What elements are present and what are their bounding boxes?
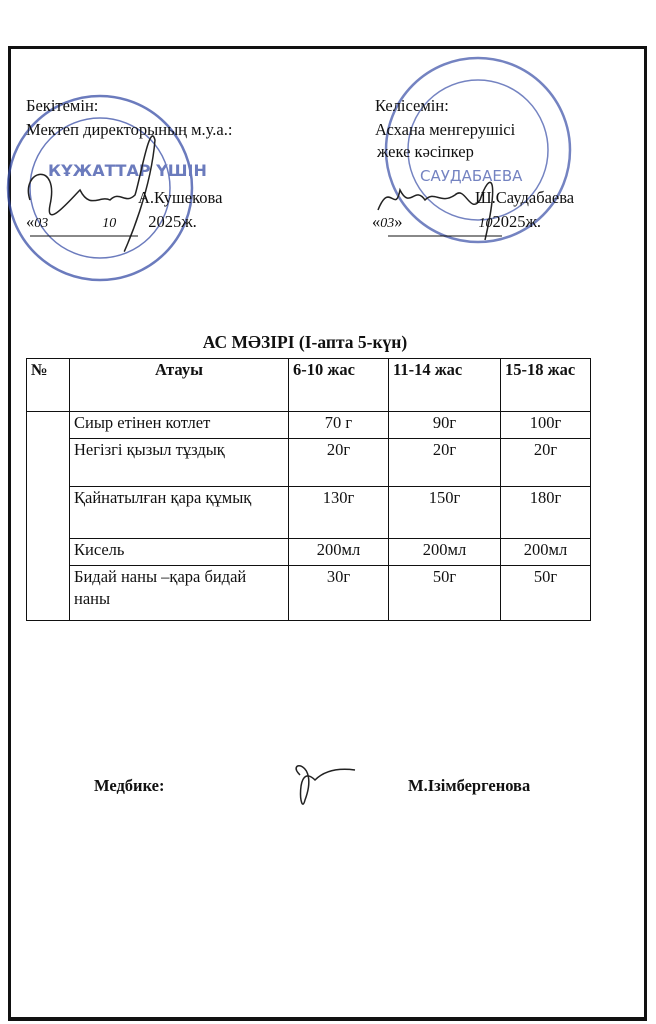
quote-open: «	[26, 212, 35, 231]
date-day: 03	[34, 216, 49, 231]
col-11-14: 11-14 жас	[389, 359, 501, 412]
col-15-18: 15-18 жас	[501, 359, 591, 412]
approve-heading: Бекітемін:	[26, 96, 99, 115]
table-row	[27, 539, 591, 566]
school-stamp-text: КҰЖАТТАР ҮШІН	[48, 161, 207, 180]
date-year: 2025ж.	[492, 212, 542, 231]
dish-name: Бидай наны –қара бидай наны	[70, 566, 289, 621]
portion-15-18: 20г	[501, 439, 591, 487]
quote-close: »	[394, 212, 403, 231]
approve-date	[26, 212, 197, 234]
portion-15-18: 180г	[501, 487, 591, 539]
table-row	[27, 439, 591, 487]
menu-title: АС МӘЗІРІ (І-апта 5-күн)	[202, 332, 408, 352]
portion-15-18: 200мл	[501, 539, 591, 566]
portion-11-14: 200мл	[389, 539, 501, 566]
nurse-name: М.Ізімбергенова	[408, 776, 531, 795]
nurse-label: Медбике:	[94, 776, 165, 795]
date-month: 10	[478, 216, 493, 231]
portion-6-10: 200мл	[289, 539, 389, 566]
date-month: 10	[102, 216, 117, 231]
agree-heading: Келісемін:	[375, 96, 449, 115]
table-header	[27, 359, 591, 412]
portion-11-14: 20г	[389, 439, 501, 487]
approve-name: А.Кушекова	[138, 188, 223, 207]
dish-name: Сиыр етінен котлет	[70, 412, 289, 439]
agree-position-2: жеке кәсіпкер	[377, 142, 474, 161]
number-cell	[27, 412, 70, 621]
portion-11-14: 90г	[389, 412, 501, 439]
table-row	[27, 566, 591, 621]
col-number: №	[27, 359, 70, 412]
col-6-10: 6-10 жас	[289, 359, 389, 412]
date-day: 03	[380, 216, 395, 231]
entrepreneur-stamp-text: САУДАБАЕВА	[420, 167, 523, 185]
agree-date	[372, 212, 541, 234]
table-row	[27, 487, 591, 539]
table-row	[27, 412, 591, 439]
portion-15-18: 50г	[501, 566, 591, 621]
portion-6-10: 30г	[289, 566, 389, 621]
dish-name: Кисель	[70, 539, 289, 566]
quote-open: «	[372, 212, 381, 231]
portion-6-10: 20г	[289, 439, 389, 487]
dish-name: Негізгі қызыл тұздық	[70, 439, 289, 487]
portion-15-18: 100г	[501, 412, 591, 439]
portion-6-10: 130г	[289, 487, 389, 539]
date-year: 2025ж.	[148, 212, 197, 231]
agree-name: Ш.Саудабаева	[475, 188, 575, 207]
agree-position: Асхана менгерушісі	[375, 120, 516, 139]
approve-position: Мектеп директорының м.у.а.:	[26, 120, 233, 139]
dish-name: Қайнатылған қара құмық	[70, 487, 289, 539]
portion-11-14: 50г	[389, 566, 501, 621]
portion-11-14: 150г	[389, 487, 501, 539]
portion-6-10: 70 г	[289, 412, 389, 439]
col-name: Атауы	[70, 359, 289, 412]
menu-table	[26, 358, 591, 621]
